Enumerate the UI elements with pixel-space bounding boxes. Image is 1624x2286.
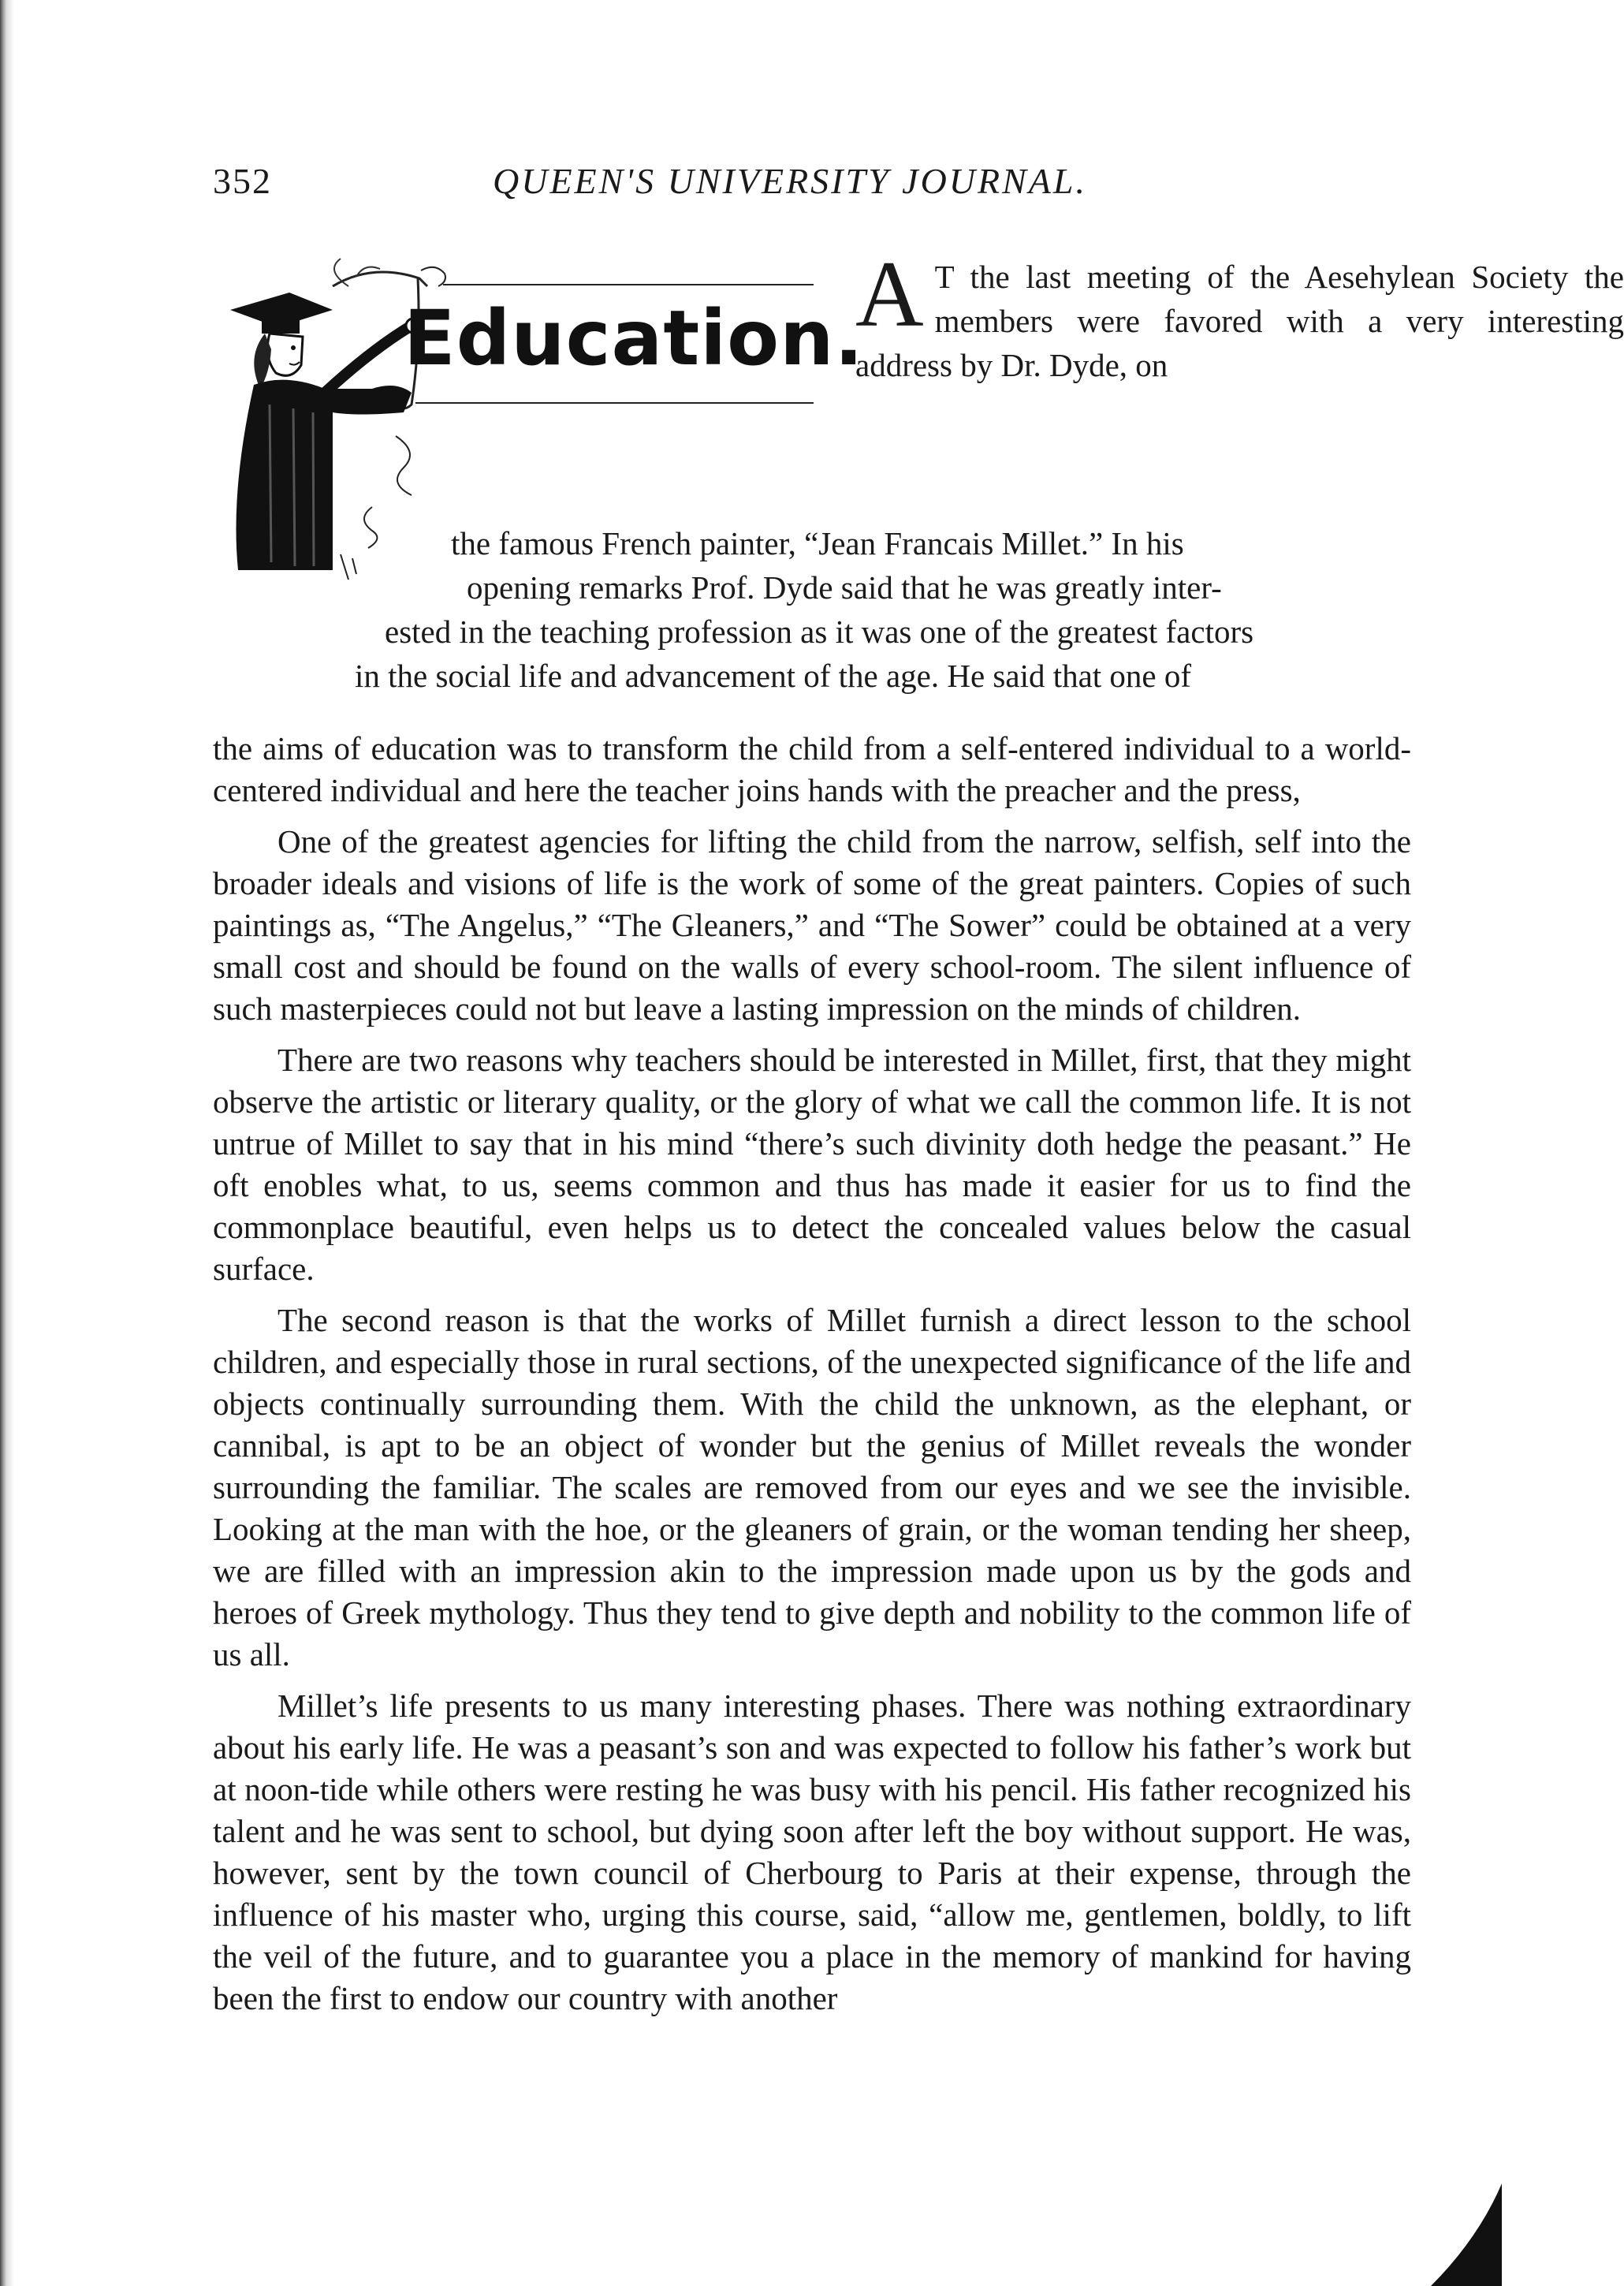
article-intro — [213, 241, 1624, 728]
journal-page — [213, 154, 1624, 2029]
intro-continuation: the aims of education was to transform the child from a self-entered individual to a world-centered individual and here the teacher joins hands with the preacher and the press, — [213, 730, 1411, 808]
section-heading: Education. — [404, 294, 864, 382]
page-binding-edge — [0, 0, 14, 2286]
article-body — [213, 728, 1411, 2019]
body-paragraph-1: One of the greatest agencies for lifting the child from the narrow, selfish, self into the broader ideals and visions of life is the work of some of the great painters. Copies of such paintings as, “The Angelus,” “The Gleaners,” and “The Sower” could be obtained at a very small cost and should be found on the walls of every school-room. The silent influence of such masterpieces could not but leave a lasting impression on the minds of children. — [213, 823, 1411, 1027]
page-corner-shadow — [1431, 2183, 1502, 2286]
body-paragraph-2: There are two reasons why teachers should be interested in Millet, first, that they might observe the artistic or literary quality, or the glory of what we call the common life. It is not untrue of Millet to say that in his mind “there’s such divinity doth hedge the peasant.” He oft enobles what, to us, seems common and thus has made it easier for us to find the commonplace beautiful, even helps us to detect the concealed values below the casual surface. — [213, 1042, 1411, 1287]
body-paragraph-3: The second reason is that the works of Millet furnish a direct lesson to the school children, and especially those in rural sections, of the unexpected significance of the life and objects continually surrounding them. With the child the unknown, as the elephant, or cannibal, is apt to be an object of wonder but the genius of Millet reveals the wonder surrounding the familiar. The scales are removed from our eyes and we see the invisible. Looking at the man with the hoe, or the gleaners of grain, or the woman tending her sheep, we are filled with an impression akin to the impression made upon us by the gods and heroes of Greek mythology. Thus they tend to give depth and nobility to the common life of us all. — [213, 1302, 1411, 1673]
drop-cap-letter: A — [855, 241, 924, 346]
page-number: 352 — [213, 161, 272, 201]
intro-opening-text: T the last meeting of the Aesehylean Society the members were favored with a very interesting address by Dr. Dyde, on — [855, 259, 1624, 383]
intro-line-3: ested in the teaching profession as it was one of the greatest factors — [385, 613, 1254, 650]
running-title: QUEEN'S UNIVERSITY JOURNAL. — [493, 161, 1087, 201]
intro-line-1: the famous French painter, “Jean Francais Millet.” In his — [451, 525, 1184, 561]
page-header — [213, 154, 1411, 209]
body-paragraph-4: Millet’s life presents to us many interesting phases. There was nothing extraordinary about his early life. He was a peasant’s son and was expected to follow his father’s work but at noon-tide while others were resting he was busy with his pencil. His father recognized his talent and he was sent to school, but dying soon after left the boy without support. He was, however, sent by the town council of Cherbourg to Paris at their expense, through the influence of his master who, urging this course, said, “allow me, gentlemen, boldly, to lift the veil of the future, and to guarantee you a place in the memory of mankind for having been the first to endow our country with another — [213, 1687, 1411, 2016]
intro-line-4: in the social life and advancement of the age. He said that one of — [355, 658, 1192, 694]
intro-line-2: opening remarks Prof. Dyde said that he was greatly inter- — [467, 569, 1222, 606]
intro-dropcap-paragraph — [855, 241, 1624, 387]
